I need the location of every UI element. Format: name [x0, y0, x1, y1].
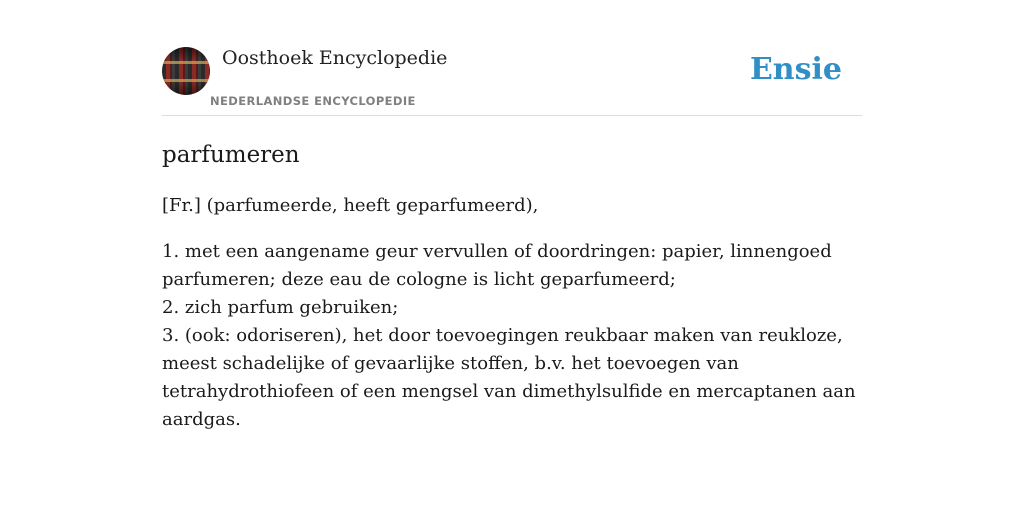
entry-etymology: [Fr.] (parfumeerde, heeft geparfumeerd), [162, 195, 539, 216]
definition-2: 2. zich parfum gebruiken; [162, 297, 399, 318]
site-header [162, 0, 862, 116]
definition-3: 3. (ook: odoriseren), het door toevoegingen reukbaar maken van reukloze, meest schadelijke of gevaarlijke stoffen, b.v. het toevoegen van tetrahydrothiofeen of een mengsel van dimethylsulfide en mercaptanen aan aardgas. [162, 325, 856, 430]
site-subtitle: NEDERLANDSE ENCYCLOPEDIE [210, 94, 416, 108]
entry-title: parfumeren [162, 142, 300, 168]
brand-logo-link[interactable]: Ensie [749, 52, 842, 87]
page [162, 0, 862, 434]
definition-1: 1. met een aangename geur vervullen of doordringen: papier, linnengoed parfumeren; deze eau de cologne is licht geparfumeerd; [162, 241, 832, 290]
entry-definitions [162, 238, 862, 434]
encyclopedia-books-icon[interactable] [162, 47, 210, 95]
site-title[interactable]: Oosthoek Encyclopedie [222, 47, 448, 69]
